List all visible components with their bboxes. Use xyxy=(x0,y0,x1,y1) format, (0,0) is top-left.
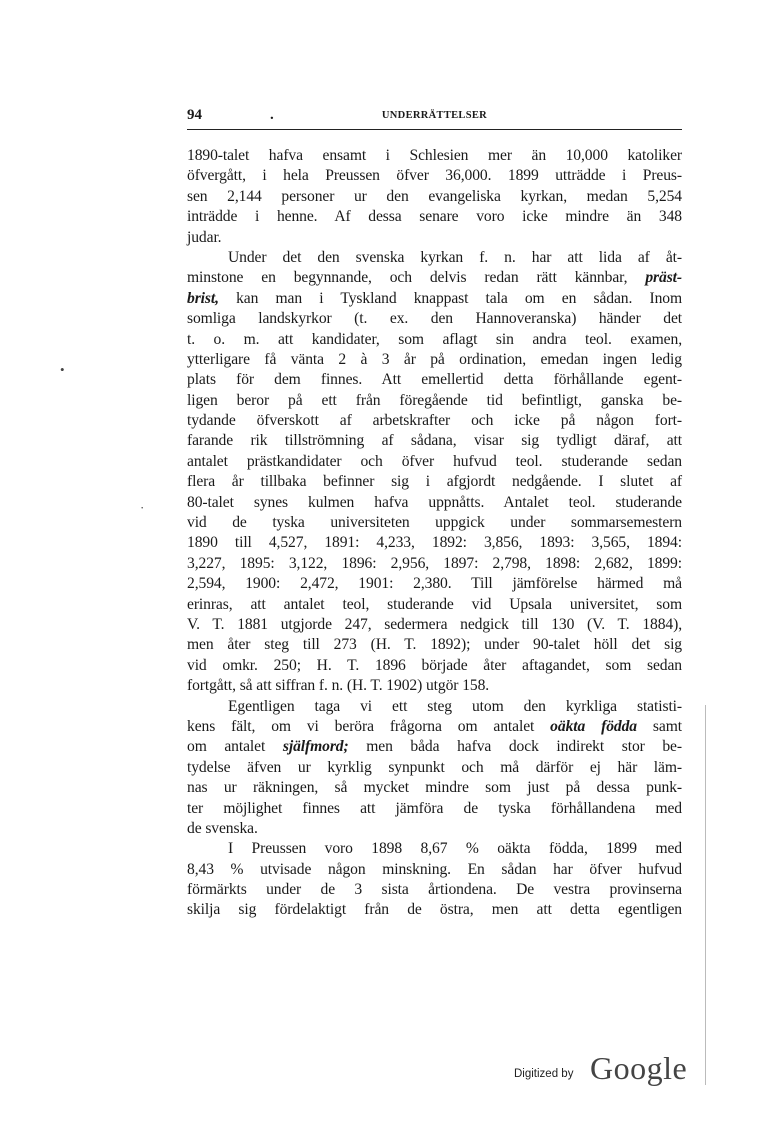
text-fragment: minstone en begynnande, och delvis redan rätt kännbar, xyxy=(187,269,628,287)
text-line: Under det den svenska kyrkan f. n. har att lida af åt- xyxy=(228,248,682,266)
header-dot: . xyxy=(270,107,274,123)
text-line: Egentligen taga vi ett steg utom den kyrkliga statisti- xyxy=(228,697,682,715)
body-text xyxy=(187,146,682,921)
running-head: UNDERRÄTTELSER xyxy=(381,110,488,121)
text-line: somliga landskyrkor (t. ex. den Hannoveranska) händer det xyxy=(187,310,682,328)
text-line: de svenska. xyxy=(187,819,258,837)
watermark-prefix: Digitized by xyxy=(514,1068,574,1080)
text-line: nas ur räkningen, så mycket mindre som just på dessa punk- xyxy=(187,779,682,797)
text-fragment: men båda hafva dock indirekt stor be- xyxy=(366,738,682,756)
text-line xyxy=(187,268,682,288)
text-line: farande rik tillströmning af sådana, visar sig tydligt däraf, att xyxy=(187,432,682,450)
text-line: öfvergått, i hela Preussen öfver 36,000. 1899 utträdde i Preus- xyxy=(187,167,682,185)
digitized-by-google-watermark xyxy=(514,1050,689,1090)
text-line: sen 2,144 personer ur den evangeliska kyrkan, medan 5,254 xyxy=(187,187,682,205)
text-line: tydande öfverskott af arbetskrafter och icke på någon fort- xyxy=(187,412,682,430)
text-fragment: kan man i Tyskland knappast tala om en sådan. Inom xyxy=(236,289,682,307)
text-line: t. o. m. att kandidater, som aflagt sin andra teol. examen, xyxy=(187,330,682,348)
text-line: förmärkts under de 3 sista årtiondena. De vestra provinserna xyxy=(187,881,682,899)
text-fragment: om antalet xyxy=(187,738,266,756)
google-logo: Google xyxy=(590,1050,688,1086)
page-number: 94 xyxy=(187,107,202,123)
text-line: vid de tyska universiteten uppgick under sommarsemestern xyxy=(187,514,682,532)
text-line: tydelse äfven ur kyrklig synpunkt och må därför ej här läm- xyxy=(187,758,682,776)
margin-dot: · xyxy=(140,500,145,515)
text-line: 1890-talet hafva ensamt i Schlesien mer än 10,000 katoliker xyxy=(187,147,682,164)
text-line: 8,43 % utvisade någon minskning. En sådan har öfver hufvud xyxy=(187,860,682,878)
text-line: 80-talet synes kulmen hafva uppnåtts. Antalet teol. studerande xyxy=(187,493,682,511)
text-line: judar. xyxy=(187,228,222,246)
text-line: men åter steg till 273 (H. T. 1892); under 90-talet höll det sig xyxy=(187,636,682,654)
text-line: ligen beror på ett från föregående tid befintligt, ganska be- xyxy=(187,391,682,409)
text-fragment: samt xyxy=(652,717,682,735)
text-line: fortgått, så att siffran f. n. (H. T. 1902) utgör 158. xyxy=(187,677,490,695)
page-header xyxy=(187,107,682,130)
text-line: 1890 till 4,527, 1891: 4,233, 1892: 3,856, 1893: 3,565, 1894: xyxy=(187,534,682,552)
text-line: antalet prästkandidater och öfver hufvud teol. studerande sedan xyxy=(187,452,682,470)
text-line: I Preussen voro 1898 8,67 % oäkta födda, 1899 med xyxy=(228,840,682,858)
text-line: skilja sig fördelaktigt från de östra, men att detta egentligen xyxy=(187,901,682,919)
text-line: 2,594, 1900: 2,472, 1901: 2,380. Till jämförelse härmed må xyxy=(187,575,682,593)
text-line xyxy=(187,289,682,309)
margin-dot: • xyxy=(60,362,65,377)
text-line: ytterligare få vänta 2 à 3 år på ordination, emedan ingen ledig xyxy=(187,350,682,368)
page-edge-line xyxy=(705,705,706,1085)
emphasis-sjalfmord: själfmord; xyxy=(282,738,349,756)
text-line: ter möjlighet finnes att jämföra de tyska förhållandena med xyxy=(187,799,682,817)
text-line xyxy=(187,737,682,757)
text-line xyxy=(187,717,682,737)
emphasis-prast: präst- xyxy=(645,269,682,287)
text-line: flera år tillbaka befinner sig i afgjordt nedgående. I slutet af xyxy=(187,473,682,491)
text-line: inträdde i henne. Af dessa senare voro icke mindre än 348 xyxy=(187,208,682,226)
text-line: erinras, att antalet teol, studerande vid Upsala universitet, som xyxy=(187,595,682,613)
emphasis-brist: brist, xyxy=(187,289,219,307)
text-line: V. T. 1881 utgjorde 247, sedermera nedgick till 130 (V. T. 1884), xyxy=(187,615,682,633)
text-line: plats för dem finnes. Att emellertid detta förhållande egent- xyxy=(187,371,682,389)
emphasis-oakta-fodda: oäkta födda xyxy=(550,717,637,735)
text-line: vid omkr. 250; H. T. 1896 började åter aftagandet, som sedan xyxy=(187,656,682,674)
text-fragment: kens fält, om vi beröra frågorna om antalet xyxy=(187,717,535,735)
text-line: 3,227, 1895: 3,122, 1896: 2,956, 1897: 2,798, 1898: 2,682, 1899: xyxy=(187,554,682,572)
